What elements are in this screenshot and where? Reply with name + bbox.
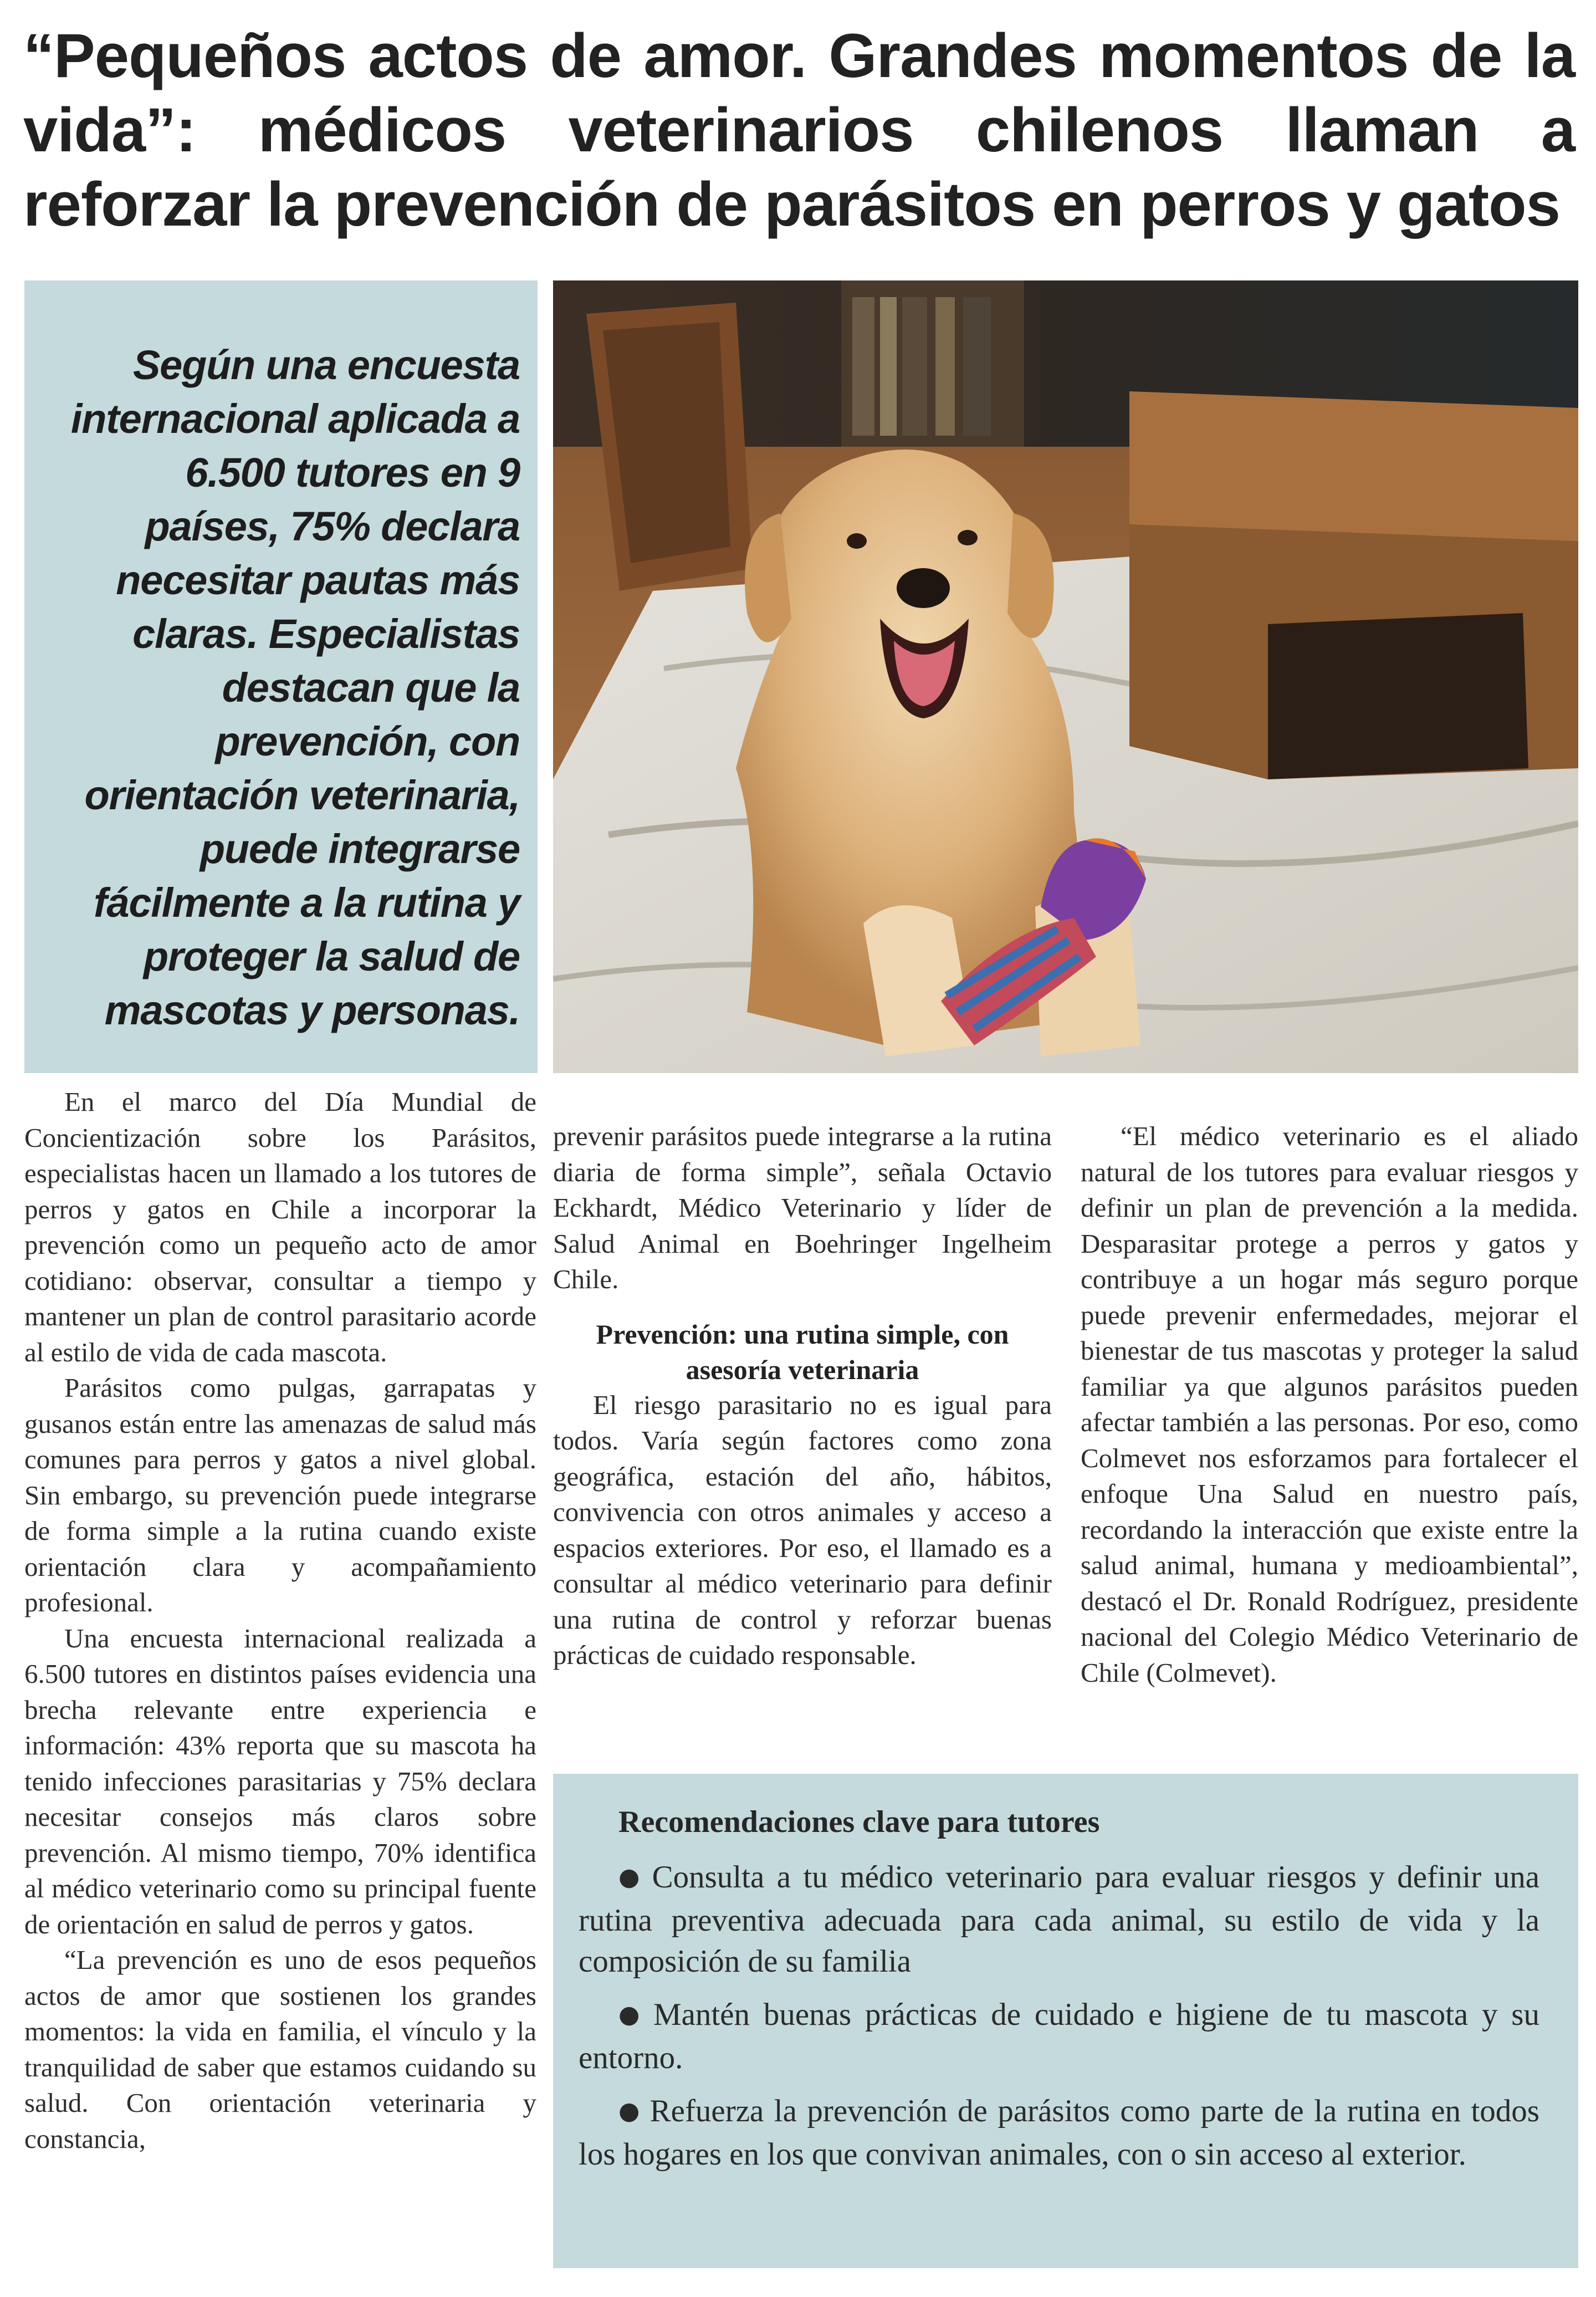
article-column-2	[553, 1119, 1052, 1673]
lead-text: Según una encuesta internacional aplicada a 6.500 tutores en 9 países, 75% declara necesitar pautas más claras. Especialistas destacan que la prevención, con orientación veterinaria, puede integrarse fácilmente a la rutina y proteger la salud de mascotas y personas.	[70, 342, 520, 1033]
bullet-icon: ●	[618, 2097, 642, 2125]
recommendation-item	[579, 2091, 1539, 2175]
recommendation-item	[579, 1994, 1539, 2079]
article-column-1	[24, 1084, 536, 2157]
recommendation-text: Refuerza la prevención de parásitos como parte de la rutina en todos los hogares en los que convivan animales, con o sin acceso al exterior.	[579, 2094, 1539, 2172]
recommendation-text: Mantén buenas prácticas de cuidado e higiene de tu mascota y su entorno.	[579, 1997, 1539, 2075]
recommendations-title: Recomendaciones clave para tutores	[618, 1805, 1100, 1839]
golden-retriever-image	[553, 280, 1578, 1073]
paragraph: prevenir parásitos puede integrarse a la rutina diaria de forma simple”, señala Octavio Eckhardt, Médico Veterinario y líder de Salud Animal en Boehringer Ingelheim Chile.	[553, 1121, 1052, 1294]
bullet-icon: ●	[618, 2000, 646, 2029]
paragraph: El riesgo parasitario no es igual para todos. Varía según factores como zona geográfica, estación del año, hábitos, convivencia con otros animales y acceso a espacios exteriores. Por eso, el llamado es a consultar al médico veterinario para definir una rutina de control y reforzar buenas prácticas de cuidado responsable.	[553, 1389, 1052, 1670]
recommendation-item	[579, 1857, 1539, 1982]
recommendation-text: Consulta a tu médico veterinario para evaluar riesgos y definir una rutina preventiva adecuada para cada animal, su estilo de vida y la composición de su familia	[579, 1860, 1539, 1979]
article-column-3	[1081, 1119, 1578, 1691]
headline: “Pequeños actos de amor. Grandes momentos de la vida”: médicos veterinarios chilenos llaman a reforzar la prevención de parásitos en perros y gatos	[23, 21, 1575, 239]
paragraph: Parásitos como pulgas, garrapatas y gusanos están entre las amenazas de salud más comunes para perros y gatos a nivel global. Sin embargo, su prevención puede integrarse de forma simple a la rutina cuando existe orientación clara y acompañamiento profesional.	[24, 1372, 536, 1617]
dog-photo	[553, 280, 1578, 1073]
lead-box	[24, 280, 538, 1073]
paragraph: En el marco del Día Mundial de Concientización sobre los Parásitos, especialistas hacen un llamado a los tutores de perros y gatos en Chile a incorporar la prevención como un pequeño acto de amor cotidiano: observar, consultar a tiempo y mantener un plan de control parasitario acorde al estilo de vida de cada mascota.	[24, 1086, 536, 1367]
paragraph: “El médico veterinario es el aliado natural de los tutores para evaluar riesgos y definir un plan de prevención a la medida. Desparasitar protege a perros y gatos y contribuye a un hogar más seguro porque puede prevenir enfermedades, mejorar el bienestar de tus mascotas y proteger la salud familiar ya que algunos parásitos pueden afectar también a las personas. Por eso, como Colmevet nos esforzamos para fortalecer el enfoque Una Salud en nuestro país, recordando la interacción que existe entre la salud animal, humana y medioambiental”, destacó el Dr. Ronald Rodríguez, presidente nacional del Colegio Médico Veterinario de Chile (Colmevet).	[1081, 1121, 1578, 1688]
recommendations-box	[553, 1774, 1578, 2268]
section-subheading: Prevención: una rutina simple, con asesoría veterinaria	[596, 1318, 1009, 1385]
paragraph: “La prevención es uno de esos pequeños actos de amor que sostienen los grandes momentos: la vida en familia, el vínculo y la tranquilidad de saber que estamos cuidando su salud. Con orientación veterinaria y constancia,	[24, 1944, 536, 2154]
paragraph: Una encuesta internacional realizada a 6.500 tutores en distintos países evidencia una brecha relevante entre experiencia e información: 43% reporta que su mascota ha tenido infecciones parasitarias y 75% declara necesitar consejos más claros sobre prevención. Al mismo tiempo, 70% identifica al médico veterinario como su principal fuente de orientación en salud de perros y gatos.	[24, 1622, 536, 1939]
bullet-icon: ●	[618, 1863, 644, 1891]
